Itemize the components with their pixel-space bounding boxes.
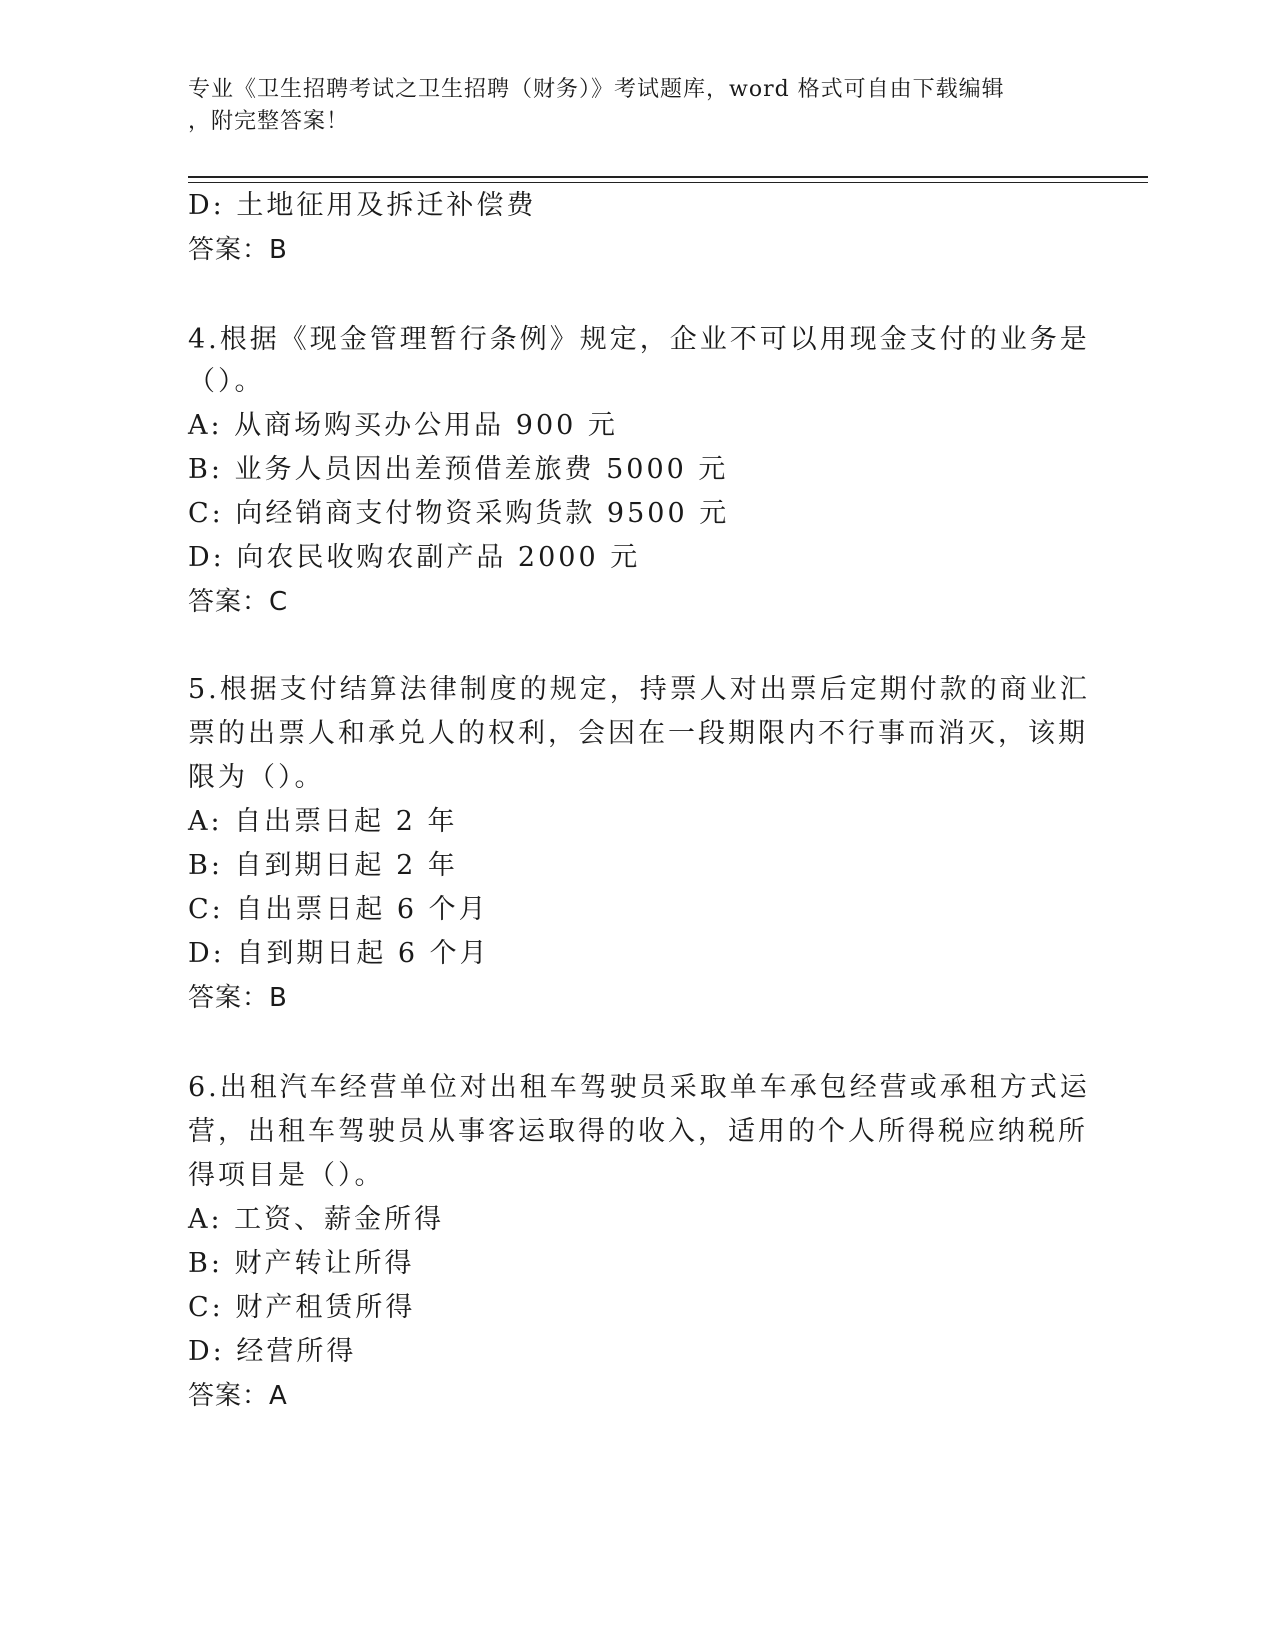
q6-option-a: A: 工资、薪金所得 [188,1204,445,1235]
document-header [188,74,1068,138]
header-line-2: ，附完整答案！ [188,109,350,134]
q5-stem-line-1: 5.根据支付结算法律制度的规定，持票人对出票后定期付款的商业汇 [188,674,1090,705]
q5-option-d: D: 自到期日起 6 个月 [188,938,490,969]
header-rule-thin [188,182,1148,183]
q6-stem-line-3: 得项目是（）。 [188,1160,385,1191]
q6-option-b: B: 财产转让所得 [188,1248,415,1279]
q4-option-a: A: 从商场购买办公用品 900 元 [188,410,618,441]
q5-stem-line-2: 票的出票人和承兑人的权利，会因在一段期限内不行事而消灭，该期 [188,718,1088,749]
q4-option-d: D: 向农民收购农副产品 2000 元 [188,542,641,573]
q6-option-c: C: 财产租赁所得 [188,1292,416,1323]
q5-stem-line-3: 限为（）。 [188,762,325,793]
q4-stem-line-1: 4.根据《现金管理暂行条例》规定，企业不可以用现金支付的业务是 [188,324,1090,355]
header-rule-thick [188,176,1148,178]
q4-option-c: C: 向经销商支付物资采购货款 9500 元 [188,498,730,529]
q5-option-a: A: 自出票日起 2 年 [188,806,458,837]
q5-option-b: B: 自到期日起 2 年 [188,850,458,881]
q5-option-c: C: 自出票日起 6 个月 [188,894,489,925]
q4-stem-line-2: （）。 [188,366,265,397]
q4-option-b: B: 业务人员因出差预借差旅费 5000 元 [188,454,729,485]
q6-stem-line-1: 6.出租汽车经营单位对出租车驾驶员采取单车承包经营或承租方式运 [188,1072,1090,1103]
q3-option-d: D: 土地征用及拆迁补偿费 [188,190,537,221]
q6-stem-line-2: 营，出租车驾驶员从事客运取得的收入，适用的个人所得税应纳税所 [188,1116,1088,1147]
q6-option-d: D: 经营所得 [188,1336,357,1367]
q5-answer: 答案：B [188,983,288,1013]
q3-answer: 答案：B [188,235,288,265]
q6-answer: 答案：A [188,1381,288,1411]
header-line-1: 专业《卫生招聘考试之卫生招聘（财务）》考试题库，word 格式可自由下载编辑 [188,77,1005,102]
q4-answer: 答案：C [188,587,289,617]
